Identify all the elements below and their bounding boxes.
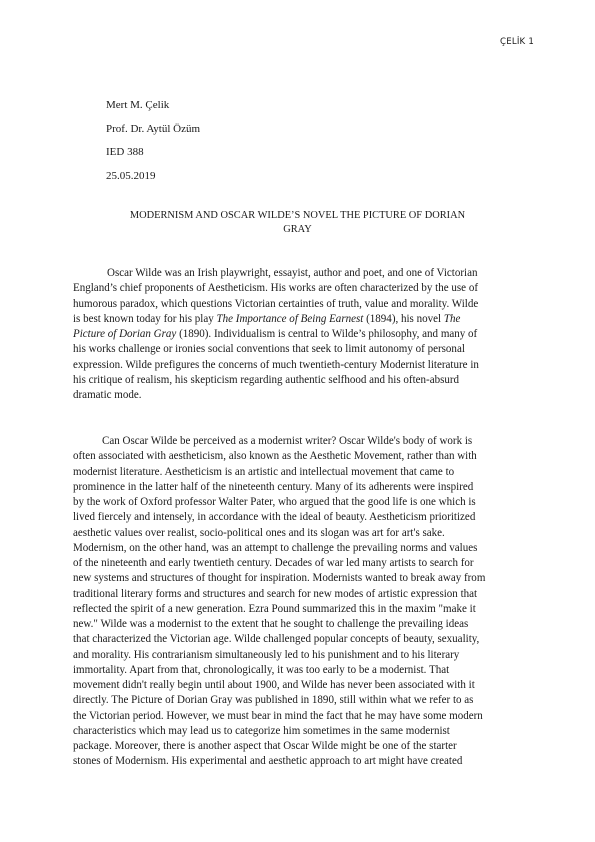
paragraph-line: often associated with aestheticism, also known as the Aesthetic Movement, rather than with xyxy=(73,450,477,463)
paragraph-line: humorous paradox, which questions Victorian certainties of truth, value and morality. Wilde xyxy=(73,297,479,310)
paragraph-line xyxy=(73,312,528,327)
paragraph-line: England’s chief proponents of Aestheticism. His works are often characterized by the use of xyxy=(73,282,479,295)
text-run: is best known today for his play xyxy=(73,312,217,325)
course-code: IED 388 xyxy=(106,146,144,158)
paragraph-line: Modernism, on the other hand, was an attempt to challenge the prevailing norms and values xyxy=(73,541,478,554)
paragraph-line: package. Moreover, there is another aspect that Oscar Wilde might be one of the starter xyxy=(73,740,457,752)
paragraph-line: his critique of realism, his skepticism regarding authentic selfhood and his often-absurd xyxy=(73,374,460,387)
paragraph-line: expression. Wilde prefigures the concerns of much twentieth-century Modernist literature in xyxy=(73,358,479,371)
paragraph-line: movement didn't really begin until about 1900, and Wilde has never been associated with it xyxy=(73,679,475,691)
paragraph-line: Oscar Wilde was an Irish playwright, essayist, author and poet, and one of Victorian xyxy=(107,267,478,279)
paragraph-line: reflected the spirit of a new generation. Ezra Pound summarized this in the maxim "make it xyxy=(73,602,476,615)
submission-date: 25.05.2019 xyxy=(106,169,156,182)
paragraph-line: of the nineteenth and early twentieth century. Decades of war led many artists to search for xyxy=(73,557,474,569)
paragraph-line: that characterized the Victorian age. Wilde challenged popular concepts of beauty, sexuality, xyxy=(73,633,480,646)
instructor-name: Prof. Dr. Aytül Özüm xyxy=(106,122,201,135)
paragraph-line: prominence in the latter half of the nineteenth century. Many of its adherents were inspired xyxy=(73,480,474,493)
text-run: (1890). Individualism is central to Wilde’s philosophy, and many of xyxy=(176,328,478,341)
novel-title-part: The xyxy=(443,312,461,325)
paragraph-line: by the work of Oxford professor Walter Pater, who argued that the good life is one which is xyxy=(73,496,476,508)
paragraph-line: dramatic mode. xyxy=(73,389,142,402)
play-title: The Importance of Being Earnest xyxy=(216,312,364,325)
paragraph-line: lived fiercely and intensely, in accordance with the ideal of beauty. Aestheticism prioritized xyxy=(73,511,476,524)
paragraph-line: characteristics which may lead us to categorize him sometimes in the same modernist xyxy=(73,724,450,737)
paper-title xyxy=(120,209,475,237)
paragraph-line: stones of Modernism. His experimental and aesthetic approach to art might have created xyxy=(73,755,463,768)
paragraph-line: and morality. His contrarianism simultaneously led to his punishment and to his literary xyxy=(73,648,460,661)
body-paragraph xyxy=(73,434,532,770)
paragraph-line: Can Oscar Wilde be perceived as a modernist writer? Oscar Wilde's body of work is xyxy=(102,435,473,447)
paper-title-line-2: GRAY xyxy=(283,224,312,235)
text-run: (1894), his novel xyxy=(363,312,444,325)
paragraph-line: directly. The Picture of Dorian Gray was published in 1890, still within what we refer to as xyxy=(73,694,474,707)
paragraph-line: his works challenge or ironies social conventions that seek to limit autonomy of personal xyxy=(73,343,465,356)
author-info-block xyxy=(106,94,200,188)
paragraph-line: aesthetic values over realist, socio-political ones and its slogan was art for art's sake. xyxy=(73,526,445,539)
paragraph-line: modernist literature. Aestheticism is an artistic and intellectual movement that came to xyxy=(73,465,455,478)
page-header-label: ÇELİK 1 xyxy=(500,37,534,47)
paragraph-line: the Victorian period. However, we must bear in mind the fact that he may have some modern xyxy=(73,709,483,722)
novel-title-part: Picture of Dorian Gray xyxy=(73,328,177,341)
paragraph-line xyxy=(73,327,528,342)
paragraph-line: new." Wilde was a modernist to the extent that he sought to challenge the prevailing ideas xyxy=(73,618,469,630)
paragraph-line: new systems and structures of thought for inspiration. Modernists wanted to break away from xyxy=(73,572,486,585)
author-name: Mert M. Çelik xyxy=(106,99,170,111)
introduction-paragraph xyxy=(73,266,528,404)
paragraph-line: traditional literary forms and structures and search for new modes of artistic expression that xyxy=(73,587,478,600)
paper-title-line-1: MODERNISM AND OSCAR WILDE’S NOVEL THE PICTURE OF DORIAN xyxy=(129,210,466,221)
paragraph-line: immortality. Apart from that, chronologically, it was too early to be a modernist. That xyxy=(73,663,450,676)
